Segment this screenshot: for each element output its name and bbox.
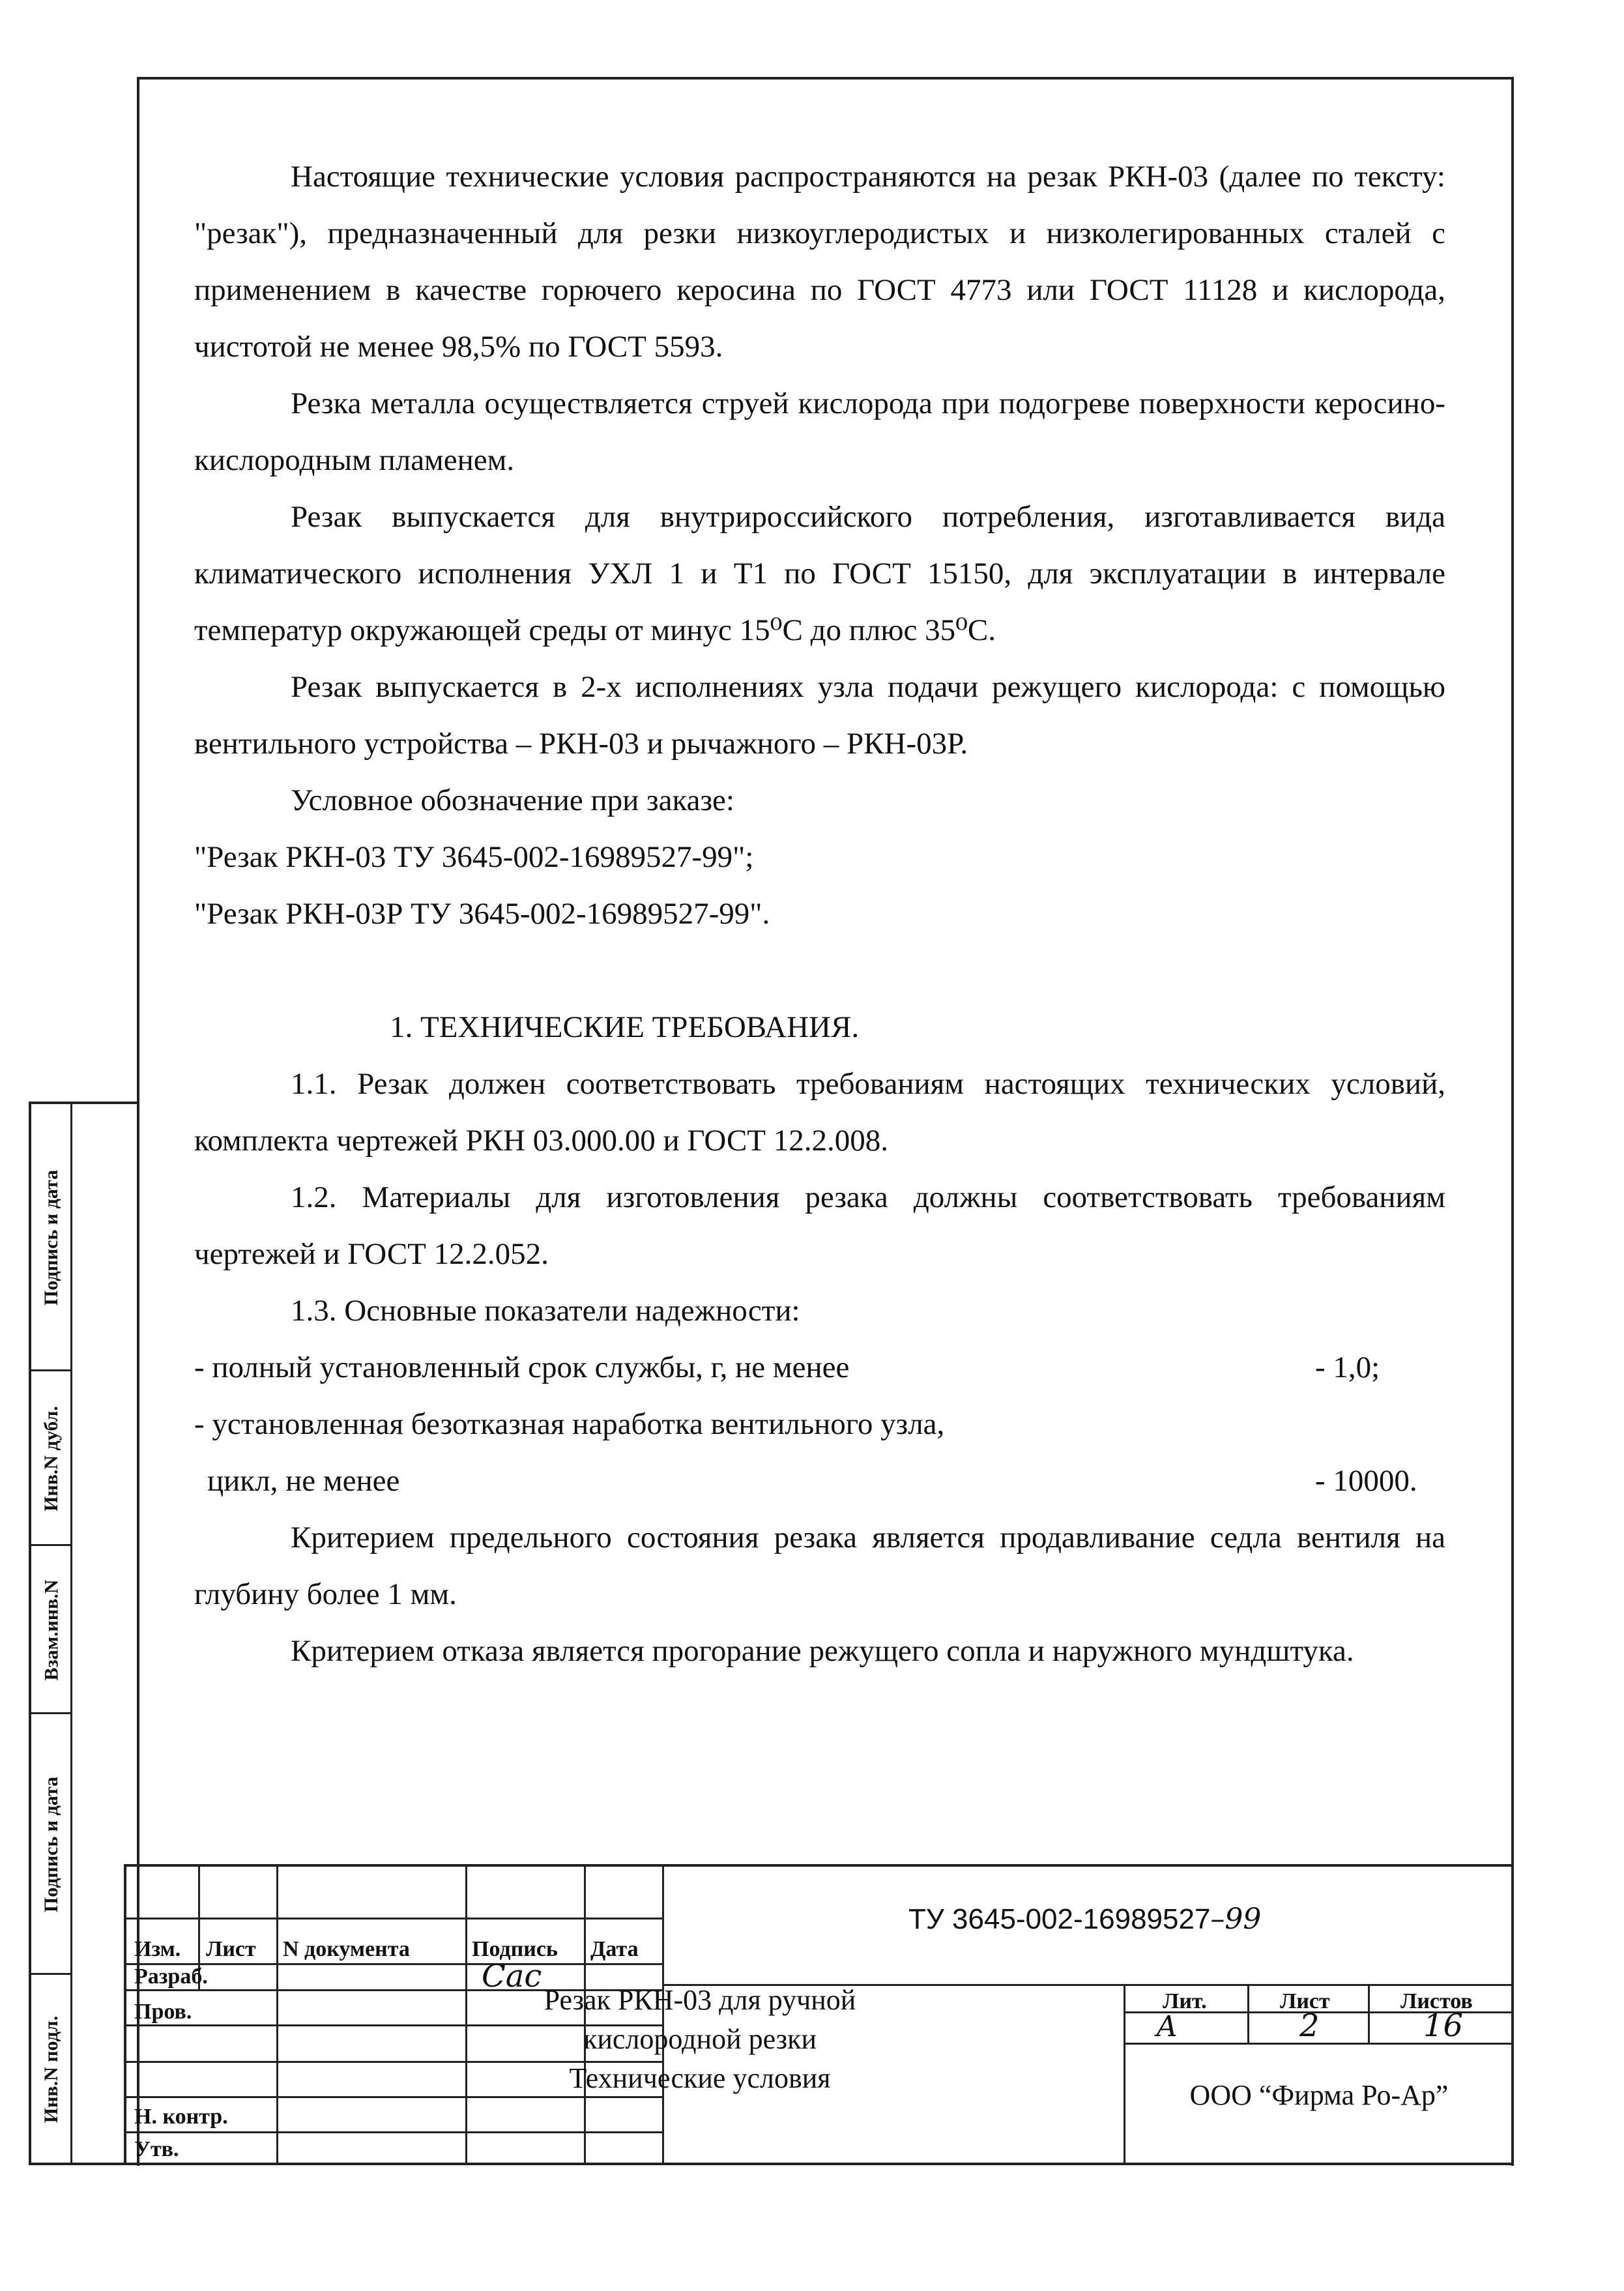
tb-line xyxy=(276,1867,278,2165)
tb-data: Дата xyxy=(590,1937,639,1961)
side-stamp-divider xyxy=(70,1104,72,2163)
paragraph-1-2: 1.2. Материалы для изготовления резака должны соответствовать требованиям чертежей и ГОСТ 12.2.052. xyxy=(194,1180,1445,1271)
side-label-dup-inv: Инв.N дубл. xyxy=(40,1406,63,1511)
tb-lit: Лит. xyxy=(1163,1989,1207,2013)
tb-izm: Изм. xyxy=(134,1937,181,1961)
tb-sheets-value: 16 xyxy=(1423,2007,1464,2044)
doc-code-printed: ТУ 3645-002-16989527 xyxy=(908,1903,1211,1935)
paragraph-intro: Настоящие технические условия распространяются на резак РКН-03 (далее по тексту: "резак"), предназначенный для резки низкоуглеродистых и низколегированных сталей с применением в качестве горючего керосина по ГОСТ 4773 или ГОСТ 11128 и кислорода, чистотой не менее 98,5% по ГОСТ 5593. xyxy=(194,160,1445,364)
side-label-signature-date-1: Подпись и дата xyxy=(40,1169,62,1306)
designation-1: "Резак РКН-03 ТУ 3645-002-16989527-99"; xyxy=(194,840,754,874)
paragraph-versions: Резак выпускается в 2-х исполнениях узла подачи режущего кислорода: с помощью вентильного устройства – РКН-03 и рычажного – РКН-03Р. xyxy=(194,670,1445,761)
section-heading: 1. ТЕХНИЧЕСКИЕ ТРЕБОВАНИЯ. xyxy=(390,1010,860,1044)
tb-line xyxy=(126,2131,662,2133)
paragraph-designation: Условное обозначение при заказе: xyxy=(291,783,734,817)
tb-sheet-value: 2 xyxy=(1299,2007,1320,2044)
reliability-value-3: - 10000. xyxy=(1315,1464,1417,1498)
designation-2: "Резак РКН-03Р ТУ 3645-002-16989527-99". xyxy=(194,897,770,931)
reliability-label-3: цикл, не менее xyxy=(207,1464,400,1498)
side-label-orig-inv: Инв.N подл. xyxy=(40,2015,63,2123)
reliability-label-2: - установленная безотказная наработка вентильного узла, xyxy=(194,1407,945,1441)
side-label-replace-inv: Взам.инв.N xyxy=(40,1579,62,1681)
reliability-label-1: - полный установленный срок службы, г, не менее xyxy=(194,1350,850,1384)
paragraph-1-3: 1.3. Основные показатели надежности: xyxy=(291,1294,800,1328)
signature: Сас xyxy=(482,1958,542,1994)
document-body xyxy=(194,149,1445,1680)
tb-prov: Пров. xyxy=(134,2000,192,2024)
reliability-row-2 xyxy=(194,1396,1445,1453)
doc-name xyxy=(511,1981,889,2098)
tb-sheet: Лист xyxy=(1280,1989,1330,2013)
doc-name-line-3: Технические условия xyxy=(569,2062,831,2094)
tb-line xyxy=(1247,1984,1249,2044)
doc-name-line-1: Резак РКН-03 для ручной xyxy=(544,1984,856,2016)
tb-line xyxy=(126,1918,662,1919)
tb-nkontr: Н. контр. xyxy=(134,2105,228,2129)
paragraph-1-1: 1.1. Резак должен соответствовать требованиям настоящих технических условий, комплекта чертежей РКН 03.000.00 и ГОСТ 12.2.008. xyxy=(194,1067,1445,1158)
tb-utv: Утв. xyxy=(134,2137,179,2161)
doc-code-hand: –99 xyxy=(1210,1903,1262,1936)
reliability-row-1 xyxy=(194,1339,1445,1396)
paragraph-limit-state: Критерием предельного состояния резака является продавливание седла вентиля на глубину более 1 мм. xyxy=(194,1521,1445,1611)
tb-list: Лист xyxy=(206,1937,256,1961)
paragraph-cutting: Резка металла осуществляется струей кислорода при подогреве поверхности керосино-кислородным пламенем. xyxy=(194,387,1445,477)
reliability-row-3 xyxy=(194,1453,1445,1510)
reliability-value-1: - 1,0; xyxy=(1315,1350,1380,1384)
tb-razrab: Разраб. xyxy=(134,1964,208,1989)
tb-lit-value: А xyxy=(1156,2010,1178,2043)
tb-ndoc: N документа xyxy=(283,1937,410,1961)
tb-sheets: Листов xyxy=(1400,1989,1473,2013)
organization: ООО “Фирма Ро-Ар” xyxy=(1189,2079,1449,2111)
title-block xyxy=(124,1864,1514,2165)
tb-podp: Подпись xyxy=(472,1937,558,1961)
paragraph-failure: Критерием отказа является прогорание режущего сопла и наружного мундштука. xyxy=(291,1634,1354,1668)
tb-line xyxy=(1368,1984,1370,2044)
tb-line xyxy=(465,1867,467,2165)
side-stamp xyxy=(29,1102,139,2165)
doc-name-line-2: кислородной резки xyxy=(583,2023,817,2055)
doc-code xyxy=(908,1903,1261,1936)
paragraph-climate: Резак выпускается для внутрироссийского потребления, изготавливается вида климатического исполнения УХЛ 1 и Т1 по ГОСТ 15150, для эксплуатации в интервале температур окружающей среды от минус 15⁰С до плюс 35⁰С. xyxy=(194,500,1445,647)
side-label-signature-date-2: Подпись и дата xyxy=(40,1776,62,1913)
